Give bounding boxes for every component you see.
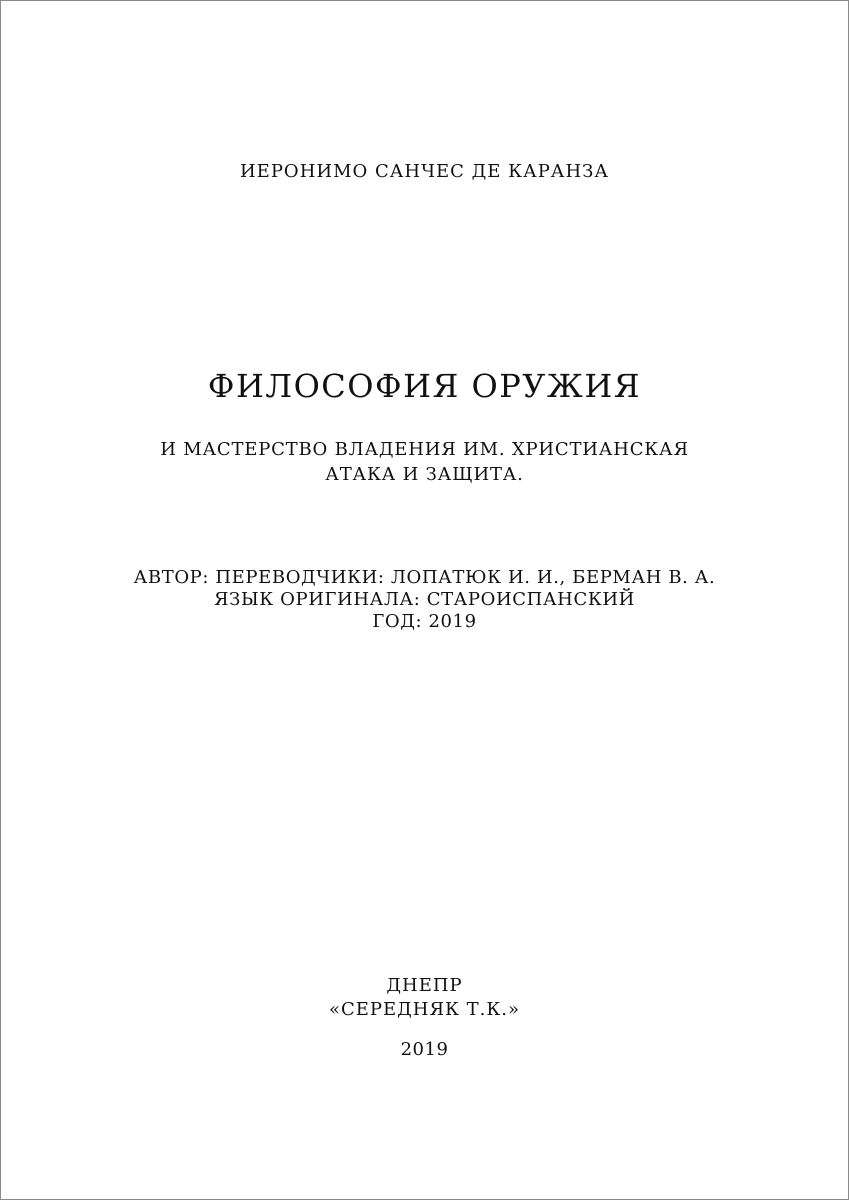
- subtitle-line-1: И МАСТЕРСТВО ВЛАДЕНИЯ ИМ. ХРИСТИАНСКАЯ: [160, 439, 689, 460]
- translators-line: АВТОР: ПЕРЕВОДЧИКИ: ЛОПАТЮК И. И., БЕРМАН В. А.: [133, 567, 716, 588]
- imprint-publisher: «СЕРЕДНЯК Т.К.»: [328, 999, 521, 1020]
- author-name: ИЕРОНИМО САНЧЕС ДЕ КАРАНЗА: [239, 161, 609, 182]
- imprint-year: 2019: [400, 1039, 449, 1060]
- credits-year-line: ГОД: 2019: [372, 611, 477, 632]
- imprint-city: ДНЕПР: [386, 975, 463, 996]
- original-language-line: ЯЗЫК ОРИГИНАЛА: СТАРОИСПАНСКИЙ: [214, 589, 635, 610]
- book-subtitle: [1, 437, 848, 487]
- book-title: ФИЛОСОФИЯ ОРУЖИЯ: [207, 367, 642, 405]
- subtitle-line-2: АТАКА И ЗАЩИТА.: [325, 464, 524, 485]
- credits-block: [1, 567, 848, 633]
